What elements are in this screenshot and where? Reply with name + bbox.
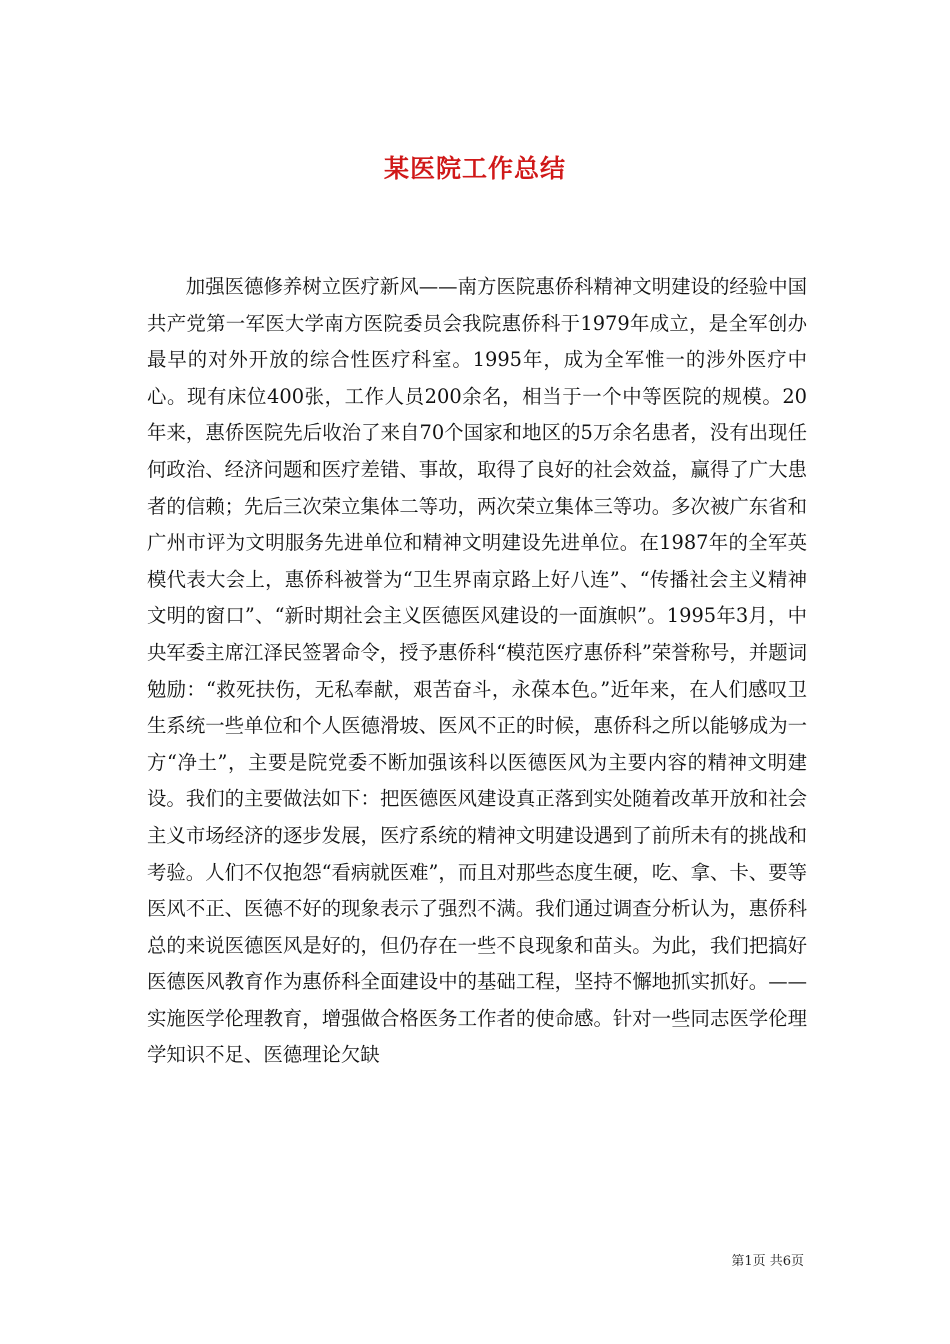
page-number: 第1页 共6页 (731, 1254, 804, 1269)
document-title: 某医院工作总结 (383, 153, 566, 183)
body-paragraph: 加强医德修养树立医疗新风——南方医院惠侨科精神文明建设的经验中国共产党第一军医大学南方医院委员会我院惠侨科于1979年成立，是全军创办最早的对外开放的综合性医疗科室。1995年，成为全军惟一的涉外医疗中心。现有床位400张，工作人员200余名，相当于一个中等医院的规模。20年来，惠侨医院先后收治了来自70个国家和地区的5万余名患者，没有出现任何政治、经济问题和医疗差错、事故，取得了良好的社会效益，赢得了广大患者的信赖；先后三次荣立集体二等功，两次荣立集体三等功。多次被广东省和广州市评为文明服务先进单位和精神文明建设先进单位。在1987年的全军英模代表大会上，惠侨科被誉为“卫生界南京路上好八连”、“传播社会主义精神文明的窗口”、“新时期社会主义医德医风建设的一面旗帜”。1995年3月，中央军委主席江泽民签署命令，授予惠侨科“模范医疗惠侨科”荣誉称号，并题词勉励：“救死扶伤，无私奉献，艰苦奋斗，永葆本色。”近年来，在人们感叹卫生系统一些单位和个人医德滑坡、医风不正的时候，惠侨科之所以能够成为一方“净土”，主要是院党委不断加强该科以医德医风为主要内容的精神文明建设。我们的主要做法如下：把医德医风建设真正落到实处随着改革开放和社会主义市场经济的逐步发展，医疗系统的精神文明建设遇到了前所未有的挑战和考验。人们不仅抱怨“看病就医难”，而且对那些态度生硬，吃、拿、卡、要等医风不正、医德不好的现象表示了强烈不满。我们通过调查分析认为，惠侨科总的来说医德医风是好的，但仍存在一些不良现象和苗头。为此，我们把搞好医德医风教育作为惠侨科全面建设中的基础工程，坚持不懈地抓实抓好。——实施医学伦理教育，增强做合格医务工作者的使命感。针对一些同志医学伦理学知识不足、医德理论欠缺 (147, 275, 807, 1067)
